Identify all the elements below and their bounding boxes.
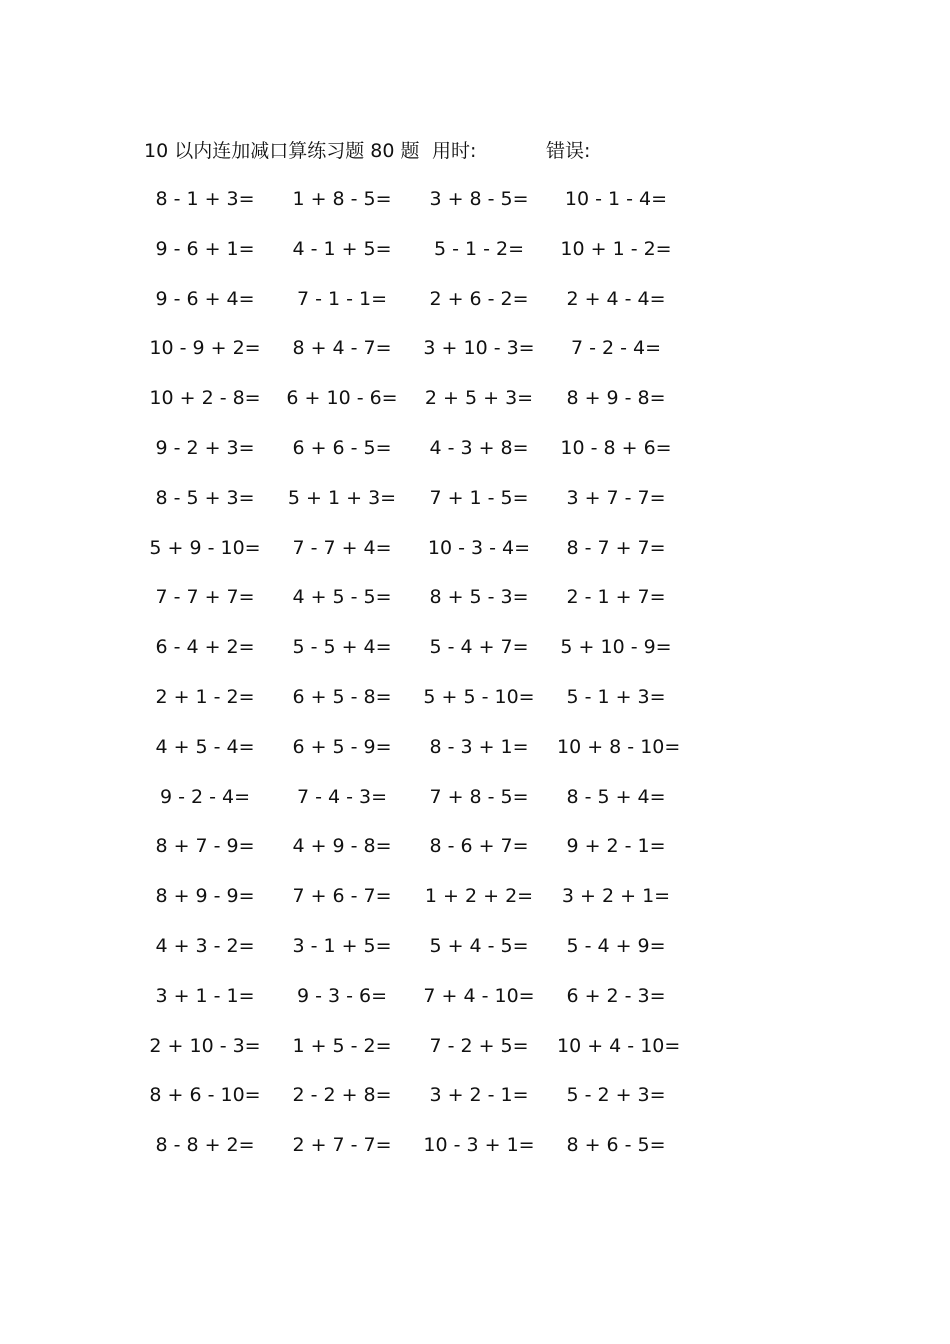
problem-row [146,182,706,232]
problem-item: 2 + 7 - 7= [292,1134,392,1157]
problem-item: 3 + 7 - 7= [566,486,666,509]
problem-item: 3 + 1 - 1= [155,984,255,1007]
problem-item: 8 - 3 + 1= [429,735,529,758]
problem-item: 6 + 5 - 9= [292,735,392,758]
problem-row [146,1128,706,1178]
problem-row [146,1078,706,1128]
problem-item: 4 - 1 + 5= [292,237,392,260]
problem-item: 9 + 2 - 1= [566,835,666,858]
problem-item: 7 - 2 - 4= [570,337,662,360]
problem-item: 2 + 1 - 2= [155,685,255,708]
problem-item: 5 - 4 + 9= [566,934,666,957]
problem-item: 4 + 3 - 2= [155,934,255,957]
problem-item: 7 - 1 - 1= [296,287,388,310]
problem-row [146,481,706,531]
problem-item: 4 - 3 + 8= [429,436,529,459]
problem-item: 7 + 6 - 7= [292,885,392,908]
problem-row [146,730,706,780]
problem-row [146,381,706,431]
problem-row [146,232,706,282]
problem-item: 5 + 10 - 9= [560,636,672,659]
problem-item: 8 + 6 - 10= [149,1084,261,1107]
problem-item: 7 - 2 + 5= [429,1034,529,1057]
problem-item: 8 - 7 + 7= [566,536,666,559]
problem-item: 3 - 1 + 5= [292,934,392,957]
problem-item: 3 + 10 - 3= [423,337,535,360]
problem-item: 2 - 1 + 7= [566,586,666,609]
problem-item: 10 - 9 + 2= [149,337,261,360]
problem-item: 8 - 1 + 3= [155,188,255,210]
problem-item: 7 - 7 + 4= [292,536,392,559]
problem-row [146,680,706,730]
problem-row [146,829,706,879]
problem-item: 5 + 4 - 5= [429,934,529,957]
problem-item: 10 - 1 - 4= [564,188,668,210]
problem-item: 5 - 1 + 3= [566,685,666,708]
problem-item: 10 - 3 - 4= [427,536,531,559]
problem-row [146,580,706,630]
problem-item: 10 + 4 - 10= [557,1034,681,1057]
problem-item: 9 - 6 + 4= [155,287,255,310]
problem-row [146,780,706,830]
problem-item: 1 + 2 + 2= [424,885,534,908]
problem-item: 8 - 6 + 7= [429,835,529,858]
problem-item: 3 + 2 + 1= [561,885,671,908]
problem-item: 10 + 2 - 8= [149,387,261,410]
problem-item: 5 + 5 - 10= [423,685,535,708]
problem-item: 8 + 7 - 9= [155,835,255,858]
problem-item: 5 - 5 + 4= [292,636,392,659]
problem-item: 10 + 1 - 2= [560,237,672,260]
problem-item: 10 + 8 - 10= [557,735,681,758]
problem-item: 10 - 8 + 6= [560,436,672,459]
problem-item: 7 - 4 - 3= [296,785,388,808]
problem-item: 6 + 10 - 6= [286,387,398,410]
problem-item: 7 + 1 - 5= [429,486,529,509]
problem-item: 1 + 8 - 5= [292,188,392,210]
problem-item: 8 + 9 - 8= [566,387,666,410]
problem-item: 5 + 9 - 10= [149,536,261,559]
problem-item: 5 - 1 - 2= [433,237,525,260]
problem-item: 7 - 7 + 7= [155,586,255,609]
problem-grid [146,182,706,1178]
problem-item: 2 + 6 - 2= [429,287,529,310]
problem-row [146,331,706,381]
problem-item: 2 + 10 - 3= [149,1034,261,1057]
problem-item: 9 - 6 + 1= [155,237,255,260]
problem-row [146,979,706,1029]
problem-row [146,929,706,979]
error-count-label: 错误: [546,140,591,162]
problem-item: 8 + 5 - 3= [429,586,529,609]
problem-item: 5 - 4 + 7= [429,636,529,659]
problem-item: 7 + 4 - 10= [423,984,535,1007]
problem-item: 3 + 8 - 5= [429,188,529,210]
problem-item: 7 + 8 - 5= [429,785,529,808]
problem-item: 6 + 6 - 5= [292,436,392,459]
problem-item: 8 + 9 - 9= [155,885,255,908]
problem-item: 6 + 5 - 8= [292,685,392,708]
problem-item: 9 - 3 - 6= [296,984,388,1007]
time-used-label: 用时: [432,140,477,162]
problem-item: 6 - 4 + 2= [155,636,255,659]
problem-item: 5 - 2 + 3= [566,1084,666,1107]
problem-item: 4 + 5 - 5= [292,586,392,609]
problem-item: 4 + 9 - 8= [292,835,392,858]
problem-item: 8 - 5 + 4= [566,785,666,808]
problem-item: 4 + 5 - 4= [155,735,255,758]
problem-item: 8 - 5 + 3= [155,486,255,509]
problem-item: 2 - 2 + 8= [292,1084,392,1107]
problem-row [146,630,706,680]
problem-item: 8 + 6 - 5= [566,1134,666,1157]
problem-item: 5 + 1 + 3= [287,486,397,509]
problem-item: 3 + 2 - 1= [429,1084,529,1107]
problem-row [146,531,706,581]
problem-item: 2 + 4 - 4= [566,287,666,310]
problem-item: 2 + 5 + 3= [424,387,534,410]
problem-row [146,879,706,929]
problem-item: 6 + 2 - 3= [566,984,666,1007]
problem-item: 8 - 8 + 2= [155,1134,255,1157]
problem-item: 10 - 3 + 1= [423,1134,535,1157]
worksheet-title: 10 以内连加减口算练习题 80 题 [144,140,420,162]
problem-item: 9 - 2 - 4= [159,785,251,808]
problem-row [146,1029,706,1079]
problem-row [146,282,706,332]
problem-item: 8 + 4 - 7= [292,337,392,360]
problem-row [146,431,706,481]
problem-item: 1 + 5 - 2= [292,1034,392,1057]
problem-item: 9 - 2 + 3= [155,436,255,459]
